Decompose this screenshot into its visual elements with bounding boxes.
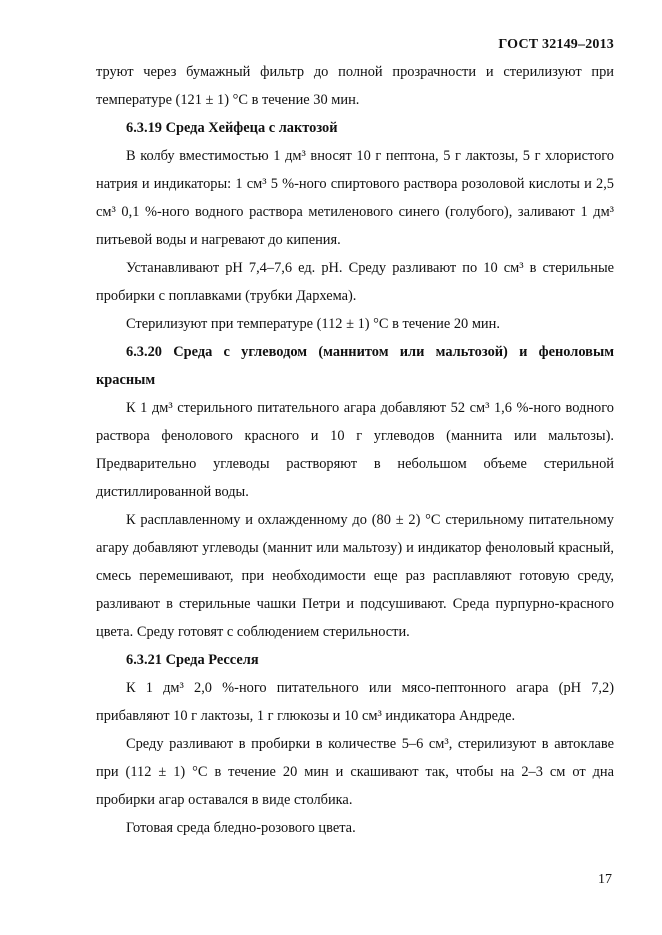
paragraph: Устанавливают рН 7,4–7,6 ед. рН. Среду разливают по 10 см³ в стерильные пробирки с поплавками (трубки Дархема). <box>96 260 614 304</box>
paragraph: В колбу вместимостью 1 дм³ вносят 10 г пептона, 5 г лактозы, 5 г хлористого натрия и индикаторы: 1 см³ 5 %-ного спиртового раствора розоловой кислоты и 2,5 см³ 0,1 %-ного водного раствора метиленового синего (голубого), заливают 1 дм³ питьевой воды и нагревают до кипения. <box>96 148 614 248</box>
section-heading-6-3-19: 6.3.19 Среда Хейфеца с лактозой <box>126 120 338 136</box>
paragraph: Готовая среда бледно-розового цвета. <box>126 820 356 836</box>
paragraph: К 1 дм³ 2,0 %-ного питательного или мясо-пептонного агара (рН 7,2) прибавляют 10 г лактозы, 1 г глюкозы и 10 см³ индикатора Андреде. <box>96 680 614 724</box>
paragraph: Среду разливают в пробирки в количестве 5–6 см³, стерилизуют в автоклаве при (112 ± 1) °С в течение 20 мин и скашивают так, чтобы на 2–3 см от дна пробирки агар оставался в виде столбика. <box>96 736 614 808</box>
standard-header: ГОСТ 32149–2013 <box>498 37 614 52</box>
section-heading-6-3-21: 6.3.21 Среда Ресселя <box>126 652 259 668</box>
paragraph: К расплавленному и охлажденному до (80 ± 2) °С стерильному питательному агару добавляют углеводы (маннит или мальтозу) и индикатор феноловый красный, смесь перемешивают, при необходимости еще раз расплавляют готовую среду, разливают в стерильные чашки Петри и подсушивают. Среда пурпурно-красного цвета. Среду готовят с соблюдением стерильности. <box>96 512 614 640</box>
paragraph-continuation: труют через бумажный фильтр до полной прозрачности и стерилизуют при температуре (121 ± 1) °С в течение 30 мин. <box>96 64 614 108</box>
document-body <box>96 58 614 842</box>
page-number: 17 <box>598 872 612 887</box>
paragraph: Стерилизуют при температуре (112 ± 1) °С в течение 20 мин. <box>126 316 500 332</box>
paragraph: К 1 дм³ стерильного питательного агара добавляют 52 см³ 1,6 %-ного водного раствора фенолового красного и 10 г углеводов (маннита или мальтозы). Предварительно углеводы растворяют в небольшом объеме стерильной дистиллированной воды. <box>96 400 614 500</box>
section-heading-6-3-20: 6.3.20 Среда с углеводом (маннитом или мальтозой) и феноловым красным <box>96 344 614 388</box>
